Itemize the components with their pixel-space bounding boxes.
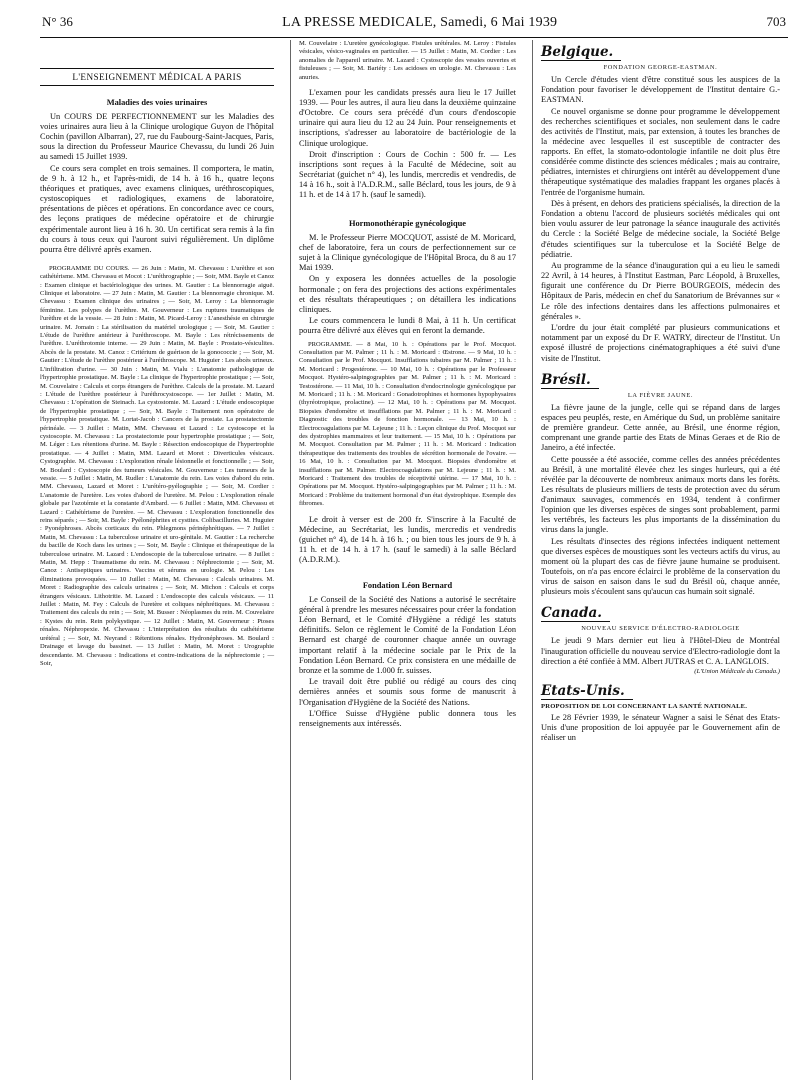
paragraph: Dès à présent, en dehors des praticiens spécialisés, la direction de la Fondation a obtenu l'accord de plusieurs sociétés médicales qui ont bien voulu assurer de leur patronage la séance inaugurale des activités du Cercle : la Société Belge de médecine sociale, la Société Belge d'études scientifiques sur la tuberculose et la Société Belge de pédiatrie.	[541, 199, 780, 259]
subheading: FONDATION GEORGE-EASTMAN.	[603, 64, 718, 71]
paragraph: Le 28 Février 1939, le sénateur Wagner a saisi le Sénat des Etats-Unis d'une proposition de loi appuyée par le Gouvernement afin de réaliser un	[541, 713, 780, 743]
article-title-hormonotherapie: Hormonothérapie gynécologique	[348, 218, 466, 228]
column-left	[40, 40, 280, 1080]
country-heading-canada: Canada.	[541, 605, 780, 621]
paragraph: L'ordre du jour était complété par plusieurs communications et notamment par un exposé du Dr F. WATRY, directeur de l'Institut. Un exposé illustré de projections cinématographiques a été suivi d'une visite de l'Institut.	[541, 323, 780, 363]
masthead-title: LA PRESSE MEDICALE, Samedi, 6 Mai 1939	[282, 15, 558, 30]
paragraph: Ce nouvel organisme se donne pour programme le développement des recherches scientifiques et sociales, non seulement dans le cadre des activités de l'Institut, mais, par extension, à toutes les branches de la médecine avec lesquelles il est susceptible de contracter des rapports. En effet, la stomato-odontologie infantile ne doit plus être considérée comme distincte des sciences médicales ; mais au contraire, pédiatres, internistes et chirurgiens ont intérêt au développement d'une thérapeutique systématique des maladies frappant les organes placés à l'entrée de l'organisme humain.	[541, 106, 780, 197]
paragraph: Un COURS DE PERFECTIONNEMENT sur les Maladies des voies urinaires aura lieu à la Clinique urologique Guyon de l'hôpital Cochin (pavillon Albarran), 27, rue du Faubourg-Saint-Jacques, Paris, sous la direction du Professeur Maurice Chevassu, du lundi 26 Juin au samedi 15 Juillet 1939.	[40, 112, 274, 162]
page-number: 703	[766, 14, 786, 29]
country-heading-etats-unis: Etats-Unis.	[541, 683, 780, 699]
source-signature: (L'Union Médicale du Canada.)	[694, 668, 780, 676]
country-heading-bresil: Brésil.	[541, 372, 780, 388]
paragraph: Au programme de la séance d'inauguration qui a eu lieu le samedi 22 Avril, à 14 heures, à l'Institut Eastman, Parc Léopold, à Bruxelles, figurait une conférence du Dr Pierre BOURGEOIS, médecin des Hôpitaux de Paris, médecin en chef du Sanatorium de Brévannes sur « Le rôle des infections dentaires dans les affections pulmonaires et générales ».	[541, 261, 780, 321]
subheading: LA FIÈVRE JAUNE.	[627, 391, 694, 399]
paragraph: Un Cercle d'études vient d'être constitué sous les auspices de la Fondation pour favoriser le développement de l'Institut dentaire G.-EASTMAN.	[541, 75, 780, 105]
page-header	[40, 14, 788, 38]
paragraph: Le travail doit être publié ou rédigé au cours des cinq dernières années et soumis sous forme de manuscrit à l'Organisation d'Hygiène de la Société des Nations.	[299, 677, 516, 707]
article-title-fondation: Fondation Léon Bernard	[362, 581, 453, 591]
column-right	[532, 40, 780, 1080]
country-heading-belgique: Belgique.	[541, 44, 780, 60]
subheading: PROPOSITION DE LOI CONCERNANT LA SANTÉ NATIONALE.	[541, 703, 748, 711]
paragraph: Le cours commencera le lundi 8 Mai, à 11 h. Un certificat pourra être délivré aux élèves qui en feront la demande.	[299, 316, 516, 336]
subheading: NOUVEAU SERVICE D'ÉLECTRO-RADIOLOGIE	[581, 625, 740, 633]
columns	[40, 40, 788, 1080]
paragraph: Droit d'inscription : Cours de Cochin : 500 fr. — Les inscriptions sont reçues à la Faculté de Médecine, soit au Secrétariat (guichet n° 4), les lundis, mercredis et vendredis, de 14 à 16 h., soit à l'A.D.R.M., salle Béclard, tous les jours, de 9 à 11 h. et de 14 à 17 h. (sauf le samedi).	[299, 150, 516, 200]
programme-text: PROGRAMME DU COURS. — 26 Juin : Matin, M. Chevassu : L'urèthre et son cathétérisme. MM. Chevassu et Mocot : L'uréthrographie ; — Soir, MM. Bayle et Canoz : Examen clinique et bactériologique des urines. M. Gautier : La blennorragie aiguë. Clinique et laboratoire. — 27 Juin : Matin, M. Gautier : La blennorragie chronique. M. Chevassu : Examen clinique des urinaires ; — Soir, M. Leroy : La blennorragie féminine. Les polypes de l'urèthre. M. Gouverneur : Les ruptures traumatiques de l'urèthre et de la vessie. — 28 Juin : Matin, M. Picard-Leroy : L'anesthésie en chirurgie urinaire. M. Jomain : La stérilisation du matériel urologique ; — Soir, M. Gautier : L'étude de l'urèthre antérieur à l'uréthroscope. M. Bayle : Les rétrécissements de l'urèthre. L'uréthrotomie interne. — 29 Juin : Matin, M. Bayle : Prostato-vésiculites. Abcès de la prostate. M. Canoz : Critérium de guérison de la gonococcie ; — Soir, M. Gautier : L'étude de l'urèthre postérieur à l'uréthroscope. M. Huguier : Les abcès urineux. L'infiltration d'urine. — 30 Juin : Matin, M. Vialu : L'anatomie pathologique de l'hypertrophie prostatique. M. Bayle : La clinique de l'hypertrophie prostatique ; — Soir, M. Couvelaire : Calculs et corps étrangers de l'urèthre. Calculs de la prostate. M. Lazard : L'étude de l'urèthre postérieur à l'uréthrocystoscope. — 1er Juillet : Matin, M. Chevassu : L'opération de Steinach. La cystostomie. M. Lazard : L'étude endoscopique de l'hypertrophie prostatique ; — Soir, M. Bayle : Traitement non opératoire de l'hypertrophie prostatique. M. Lortat-Jacob : Cancers de la prostate. La prostatectomie périnéale. — 3 Juillet : Matin, MM. Chevassu et Lazard : Le cystoscope et la cystoscopie. M. Chevassu : La prostatectomie pour hypertrophie prostatique ; — Soir, M. Léger : Les rétentions d'urine. M. Bayle : Résection endoscopique de l'hypertrophie prostatique. — 4 Juillet : Matin, MM. Lazard et Moret : Diverticules vésicaux. Cystographie. M. Chevassu : L'exploration rénale lésionnelle et fonctionnelle ; — Soir, M. Boulard : Cystoscopie des tumeurs vésicales. M. Gouverneur : Les tumeurs de la vessie. — 5 Juillet : Matin, M. Rudler : L'anatomie du rein. Les voies d'abord du rein. MM. Chevassu, Lazard et Moret : L'urétéro-pyélographie ; — Soir, M. Cordier : L'anatomie de l'uretère. Les voies d'abord de l'uretère. M. Pelou : L'exploration rénale globale par l'azotémie et la constante d'Ambard. — 6 Juillet : Matin, MM. Chevassu et Lazard : Cathétérisme de l'uretère. — M. Chevassu : L'exploration fonctionnelle des reins séparés ; — Soir, M. Bayle : Pyélonéphrites et cystites. Colibacilluries. M. Huguier : Pyonéphroses. Abcès corticaux du rein. Phlegmons périnéphrétiques. — 7 Juillet : Matin, M. Chevassu : La tuberculose urinaire et uro-génitale. M. Gautier : La recherche du bacille de Koch dans les urines ; — Soir, M. Bayle : Clinique et thérapeutique de la tuberculose urinaire. M. Lazard : L'endoscopie de la tuberculose urinaire. — 8 Juillet : Matin, M. Hepp : Traumatisme du rein. M. Chevassu : Néphrectomie ; — Soir, M. Canoz : Antiseptiques urinaires. Vaccins et sérums en urologie. M. Pelou : Les éliminations provoquées. — 10 Juillet : Matin, M. Chevassu : Calculs urinaires. M. Moret : Radiographie des calculs urinaires ; — Soir, M. Michon : Calculs et corps étrangers vésicaux. Lithotritie. M. Lazard : L'endoscopie des calculs vésicaux. — 11 Juillet : Matin, M. Fey : Calculs de l'uretère et coliques néphrétiques. M. Chevassu : Traitement des calculs du rein ; — Soir, M. Busser : Néoplasmes du rein. M. Couvelaire : Kystes du rein. Rein polykystique. — 12 Juillet : Matin, M. Gouverneur : Ptoses rénales. Néphropexie. M. Chevassu : L'interprétation des résultats du cathétérisme urétéral ; — Soir, M. Neyrand : Rétentions rénales. Hydronéphroses. M. Boulard : Drainage et lavage du bassinet. — 13 Juillet : Matin, M. Moret : Urographie descendante. M. Chevassu : Indications et contre-indications de la néphrectomie ; — Soir,	[40, 264, 274, 667]
column-middle	[290, 40, 522, 1080]
paragraph: L'Office Suisse d'Hygiène public donnera tous les renseignements aux intéressés.	[299, 709, 516, 729]
paragraph: L'examen pour les candidats pressés aura lieu le 17 Juillet 1939. — Pour les autres, il aura lieu dans la deuxième quinzaine d'Octobre. Ce cours sera précédé d'un cours d'endoscopie urinaire qui aura lieu du 12 au 24 Juin. Pour renseignements et inscriptions, s'adresser au laboratoire de bactériologie de la Clinique urologique.	[299, 88, 516, 148]
paragraph: La fièvre jaune de la jungle, celle qui se répand dans de larges espaces peu peuplés, reste, en Amérique du Sud, un problème sanitaire de première grandeur. Cette année, au Brésil, une énorme région, comprenant une grande partie des Etats de Minas Geraes et de Rio de Janeiro, a été infectée.	[541, 402, 780, 452]
paragraph: Les résultats d'insectes des régions infectées indiquent nettement que diverses espèces de moustiques sont les vecteurs actifs du virus, au moment où la plupart des cas de fièvre jaune humaine se produisent. Toutefois, on n'a pas encore éclairci le problème de la conservation du virus de saison en saison dans le sud du Brésil où, chaque année, plusieurs mois s'écoulent sans qu'aucun cas humain soit signalé.	[541, 536, 780, 597]
paragraph: Cette poussée a été associée, comme celles des années précédentes au Brésil, à une mortalité élevée chez les singes hurleurs, qui a été révélée par la découverte de nombreux animaux morts dans les forêts. Les résultats de plusieurs milliers de tests de protection avec du sérum d'animaux sauvages, commencés en 1934, tendent à confirmer l'opinion que les diverses espèces de singes sont probablement, parmi les vertébrés, les facteurs les plus importants de la dissémination du virus dans la jungle.	[541, 454, 780, 535]
article-title-urinaires: Maladies des voies urinaires	[106, 98, 208, 107]
paragraph: Le droit à verser est de 200 fr. S'inscrire à la Faculté de Médecine, au Secrétariat, les lundis, mercredis et vendredis (guichet n° 4), de 14 h. à 16 h. ; ou bien tous les jours de 9 h. à 11 h. et de 14 h. à 17 h. (sauf le samedi) à la salle Béclard (A.D.R.M.).	[299, 514, 516, 564]
issue-number: N° 36	[42, 14, 73, 29]
programme-text: PROGRAMME. — 8 Mai, 10 h. : Opérations par le Prof. Mocquot. Consultation par M. Palmer ; 11 h. : M. Moricard : Œstrone. — 9 Mai, 10 h. : Consultation par le Prof. Mocquot. Insufflations tubaires par M. Palmer ; 11 h. : M. Moricard : Progestérone. — 10 Mai, 10 h. : Opérations par le Professeur Mocquot. Hystéro-salpingographies par M. Palmer ; 11 h. : M. Moricard : Testostérone. — 11 Mai, 10 h. : Consultation d'endocrinologie gynécologique par M. Moricard ; 11 h. : M. Moricard : Gonadotrophines et hormones hypophysaires (thyréotropique, prolactine). — 12 Mai, 10 h. : Opérations par M. Mocquot. Biopsies d'endomètre et insufflations par M. Palmer ; 11 h. : M. Moricard : Diagnostic des troubles de fonction hormonale. — 13 Mai, 10 h. : Electrocoagulations par M. Lejeune ; 11 h. : Leçon clinique du Prof. Mocquot sur des dystrophies mammaires et leur traitement. — 15 Mai, 10 h. : Opérations par M. Mocquot. Consultation par M. Palmer ; 11 h. : M. Moricard : Indication thérapeutique des traitements des troubles de sécrétion hormonale de l'ovaire. — 16 Mai, 10 h. : Consultation par M. Mocquot. Biopsies d'endomètre et insufflations par M. Palmer. Electrocoagulations par M. Lejeune ; 11 h. : M. Moricard : Traitement des troubles de réceptivité utérine. — 17 Mai, 10 h. : Opérations par M. Mocquot. Hystéro-salpingographies par M. Palmer ; 11 h. : M. Moricard : Problème du traitement hormonal d'un état dystrophique. Exemple des fibromes.	[299, 340, 516, 508]
paragraph: Ce cours sera complet en trois semaines. Il comportera, le matin, de 9 h. à 12 h., et l'après-midi, de 14 h. à 16 h., quatre leçons théoriques et pratiques, avec examens cliniques, uréthroscopiques, cystoscopiques et radiologiques, examens de laboratoire, présentations de pièces et opérations. En concordance avec ce cours, des leçons pratiques de médecine opératoire et de chirurgie expérimentale auront lieu à 16 h. 30. Un certificat sera remis à la fin du cours à tous ceux qui l'auront suivi régulièrement. Un diplôme pourra être délivré après examen.	[40, 163, 274, 254]
paragraph: On y exposera les données actuelles de la posologie hormonale ; on fera des projections des actions expérimentales et des résultats thérapeutiques ; on détaillera les indications cliniques.	[299, 274, 516, 314]
section-banner: L'ENSEIGNEMENT MÉDICAL A PARIS	[40, 68, 274, 86]
paragraph: Le jeudi 9 Mars dernier eut lieu à l'Hôtel-Dieu de Montréal l'inauguration officielle du nouveau service d'Electro-radiologie dont la direction a été confiée à MM. Albert JUTRAS et C. A. LANGLOIS.	[541, 636, 780, 666]
paragraph: M. le Professeur Pierre MOCQUOT, assisté de M. Moricard, chef de laboratoire, fera un cours de perfectionnement sur ce sujet à la Clinique gynécologique de l'Hôpital Broca, du 8 au 17 Mai 1939.	[299, 232, 516, 272]
paragraph: Le Conseil de la Société des Nations a autorisé le secrétaire général à prendre les mesures nécessaires pour créer la fondation Léon Bernard, et le Comité d'Hygiène a rédigé les statuts définitifs. Selon ce règlement le Comité de la Fondation Léon Bernard est chargé de couronner chaque année un ouvrage important relatif à la médecine sociale par le Prix de la Fondation Léon Bernard. Ce prix consistera en une médaille de bronze et la somme de 1.000 fr. suisses.	[299, 595, 516, 675]
programme-continued: M. Couvelaire : L'uretère gynécologique. Fistules urétérales. M. Leroy : Fistules vésicales, vésico-vaginales en particulier. — 15 Juillet : Matin, M. Cordier : Les anomalies de l'appareil urinaire. M. Lazard : Cystoscopie des vessies ouvertes et fistuleuses ; — Soir, M. Bariéty : Les acidoses en urologie. M. Chevassu : Les anuries.	[299, 40, 516, 81]
